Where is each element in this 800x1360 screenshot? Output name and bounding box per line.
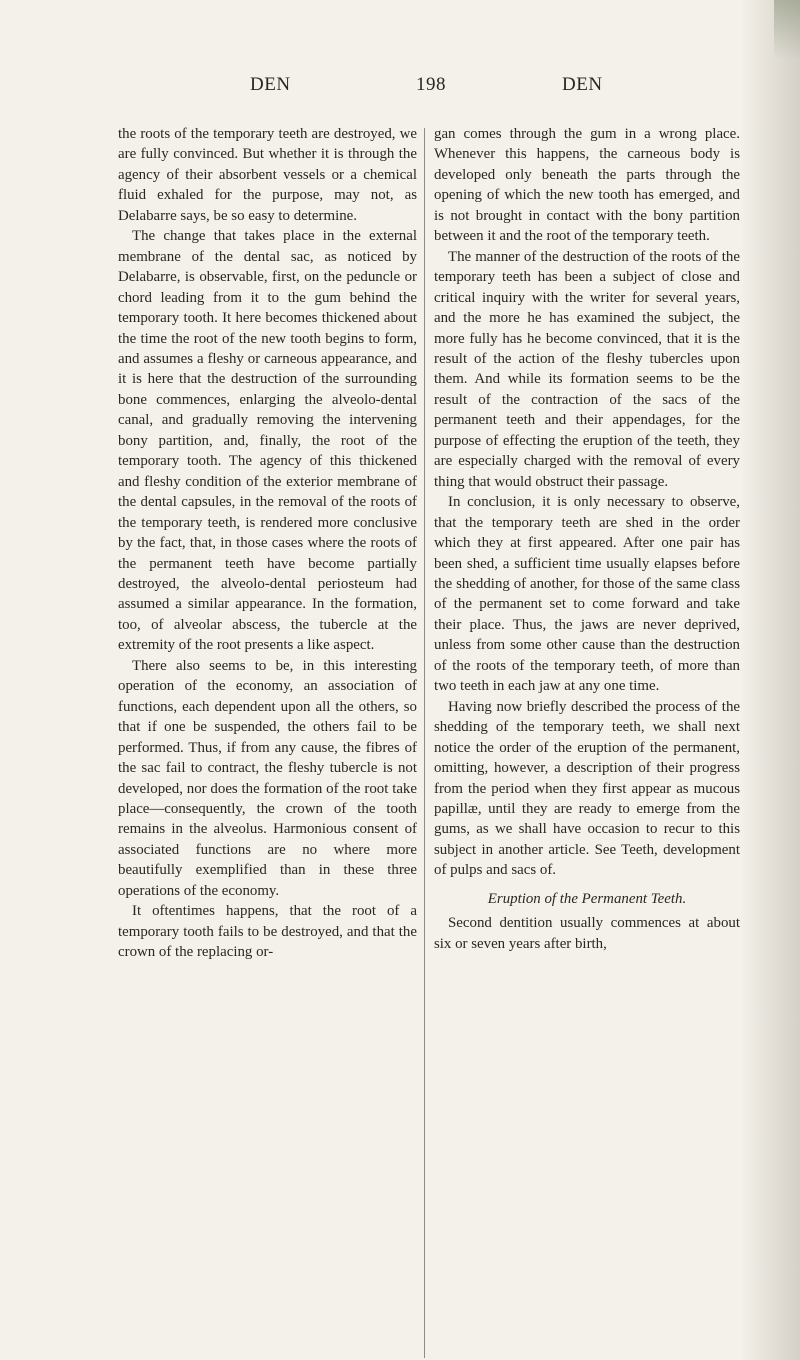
column-divider <box>424 128 425 1358</box>
paragraph: Having now briefly described the process of the shedding of the temporary teeth, we shall next notice the order of the eruption of the permanent, omitting, however, a description of their progress from the period when they first appear as mucous papillæ, until they are ready to emerge from the gums, as we shall have occasion to recur to this subject in another article. See Teeth, development of pulps and sacs of. <box>434 698 740 879</box>
header-right-word: DEN <box>562 74 603 95</box>
paragraph: The manner of the destruction of the roots of the temporary teeth has been a subject of close and critical inquiry with the writer for several years, and the more he has examined the subject, the more fully has he become convinced, that it is the result of the action of the fleshy tubercles upon them. And while its formation seems to be the result of the contraction of the sacs of the permanent teeth and their appendages, for the purpose of effecting the eruption of the teeth, they are especially charged with the removal of every thing that would obstruct their passage. <box>434 248 740 490</box>
header-left-word: DEN <box>250 74 291 95</box>
right-column <box>434 124 740 954</box>
running-header <box>0 74 800 104</box>
paragraph: It oftentimes happens, that the root of a temporary tooth fails to be destroyed, and that the crown of the replacing or- <box>118 903 417 961</box>
paragraph: the roots of the temporary teeth are destroyed, we are fully convinced. But whether it is through the agency of their absorbent vessels or a chemical fluid exhaled for the purpose, may not, as Delabarre says, be so easy to determine. <box>118 126 417 224</box>
page-number: 198 <box>416 74 446 95</box>
section-subheading: Eruption of the Permanent Teeth. <box>487 890 687 907</box>
page-edge-shadow <box>740 0 800 1360</box>
left-column <box>118 124 417 963</box>
paragraph: gan comes through the gum in a wrong place. Whenever this happens, the carneous body is developed only beneath the parts through the opening of which the new tooth has emerged, and is not brought in contact with the bony partition between it and the root of the temporary teeth. <box>434 126 740 245</box>
paragraph: The change that takes place in the external membrane of the dental sac, as noticed by Delabarre, is observable, first, on the peduncle or chord leading from it to the gum behind the temporary tooth. It here becomes thickened about the time the root of the new tooth begins to form, and assumes a fleshy or carneous appearance, and it is here that the destruction of the surrounding bone commences, enlarging the alveolo-dental canal, and gradually removing the intervening bony partition, and, finally, the root of the temporary tooth. The agency of this thickened and fleshy condition of the exterior membrane of the dental capsules, in the removal of the roots of the temporary teeth, is rendered more conclusive by the fact, that, in those cases where the roots of the permanent teeth have become partially destroyed, the alveolo-dental periosteum had assumed a similar appearance. In the formation, too, of alveolar abscess, the tubercle at the extremity of the root presents a like aspect. <box>118 228 417 654</box>
paragraph: Second dentition usually commences at about six or seven years after birth, <box>434 915 740 952</box>
page-corner-stain <box>774 0 800 60</box>
paragraph: There also seems to be, in this interesting operation of the economy, an association of functions, each dependent upon all the others, so that if one be suspended, the others fail to be performed. Thus, if from any cause, the fibres of the sac fail to contract, the fleshy tubercle is not developed, nor does the formation of the root take place—consequently, the crown of the tooth remains in the alveolus. Harmonious consent of associated functions are no where more beautifully exemplified than in these three operations of the economy. <box>118 657 417 899</box>
paragraph: In conclusion, it is only necessary to observe, that the temporary teeth are shed in the order which they at first appeared. After one pair has been shed, a sufficient time usually elapses before the shedding of another, for those of the same class of the permanent set to come forward and take their place. Thus, the jaws are never deprived, unless from some other cause than the destruction of the roots of the temporary teeth, of more than two teeth in each jaw at any one time. <box>434 494 740 695</box>
